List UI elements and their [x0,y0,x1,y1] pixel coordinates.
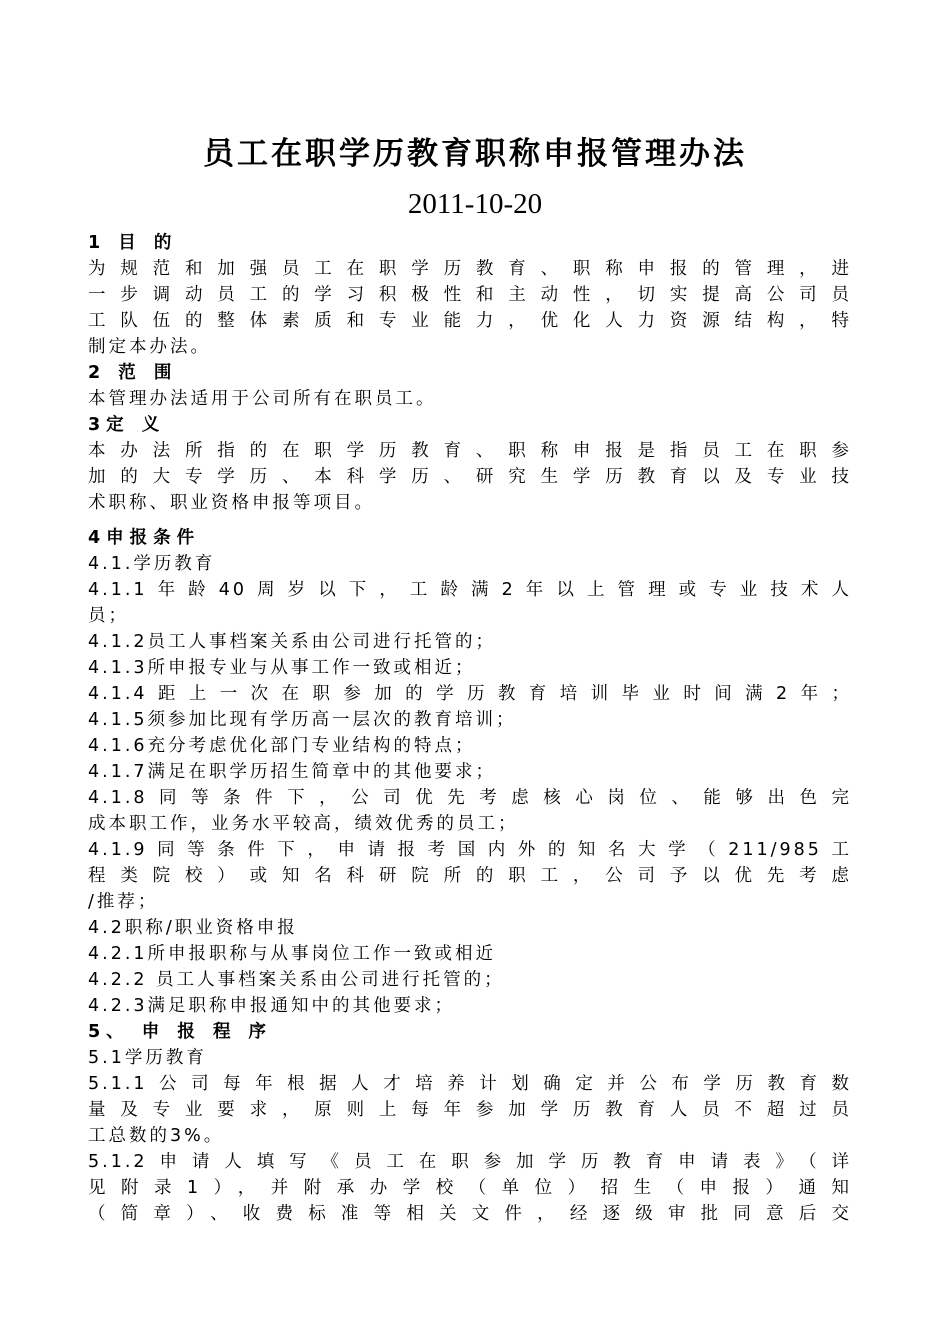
body-text-line: 术职称、职业资格申报等项目。 [88,493,375,513]
body-text-line: 员； [88,606,129,626]
body-text-line: 成本职工作，业务水平较高，绩效优秀的员工； [88,814,519,834]
body-text-line: 加的大专学历、本科学历、研究生学历教育以及专业技 [88,467,852,487]
body-text-line: 4.1.9同等条件下，申请报考国内外的知名大学（211/985工 [88,840,852,860]
body-text-line: 一步调动员工的学习积极性和主动性，切实提高公司员 [88,285,852,305]
body-text-line: 5.1学历教育 [88,1048,207,1068]
body-text-line: 4.1.5须参加比现有学历高一层次的教育培训； [88,710,517,730]
body-text-line: 为规范和加强员工在职学历教育、职称申报的管理，进 [88,259,852,279]
document-body [88,230,852,1227]
body-text-line: 制定本办法。 [88,337,211,357]
body-text-line: 4.2.3满足职称申报通知中的其他要求； [88,996,456,1016]
section-heading: 1 目 的 [88,233,178,253]
body-text-line: （简章）、收费标准等相关文件，经逐级审批同意后交 [88,1204,852,1224]
body-text-line: 5.1.1公司每年根据人才培养计划确定并公布学历教育数 [88,1074,852,1094]
body-text-line: /推荐； [88,892,159,912]
body-text-line: 4.1.学历教育 [88,554,216,574]
body-text-line: 程类院校）或知名科研院所的职工，公司予以优先考虑 [88,866,852,886]
body-text-line: 工总数的3%。 [88,1126,225,1146]
document-title: 员工在职学历教育职称申报管理办法 [203,136,747,172]
body-text-line: 4.1.8同等条件下，公司优先考虑核心岗位、能够出色完 [88,788,852,808]
body-text-line: 4.1.4距上一次在职参加的学历教育培训毕业时间满2年； [88,684,852,704]
body-text-line: 量及专业要求，原则上每年参加学历教育人员不超过员 [88,1100,852,1120]
section-heading: 4申报条件 [88,528,201,548]
section-heading: 2 范 围 [88,363,178,383]
body-text-line: 本管理办法适用于公司所有在职员工。 [88,389,437,409]
body-text-line: 4.1.6充分考虑优化部门专业结构的特点； [88,736,476,756]
document-date: 2011-10-20 [407,188,543,220]
body-text-line: 见附录1），并附承办学校（单位）招生（申报）通知 [88,1178,852,1198]
body-text-line: 4.2.2 员工人事档案关系由公司进行托管的； [88,970,505,990]
body-text-line: 4.1.7满足在职学历招生简章中的其他要求； [88,762,497,782]
body-text-line: 4.1.2员工人事档案关系由公司进行托管的； [88,632,497,652]
section-heading: 3定 义 [88,415,166,435]
body-text-line: 4.2.1所申报职称与从事岗位工作一致或相近 [88,944,497,964]
section-heading: 5、 申 报 程 序 [88,1022,273,1042]
body-text-line: 本办法所指的在职学历教育、职称申报是指员工在职参 [88,441,852,461]
body-text-line: 4.1.3所申报专业与从事工作一致或相近； [88,658,476,678]
body-text-line: 4.1.1年龄40周岁以下，工龄满2年以上管理或专业技术人 [88,580,852,600]
body-text-line: 5.1.2申请人填写《员工在职参加学历教育申请表》（详 [88,1152,852,1172]
body-text-line: 工队伍的整体素质和专业能力，优化人力资源结构，特 [88,311,852,331]
body-text-line: 4.2职称/职业资格申报 [88,918,298,938]
